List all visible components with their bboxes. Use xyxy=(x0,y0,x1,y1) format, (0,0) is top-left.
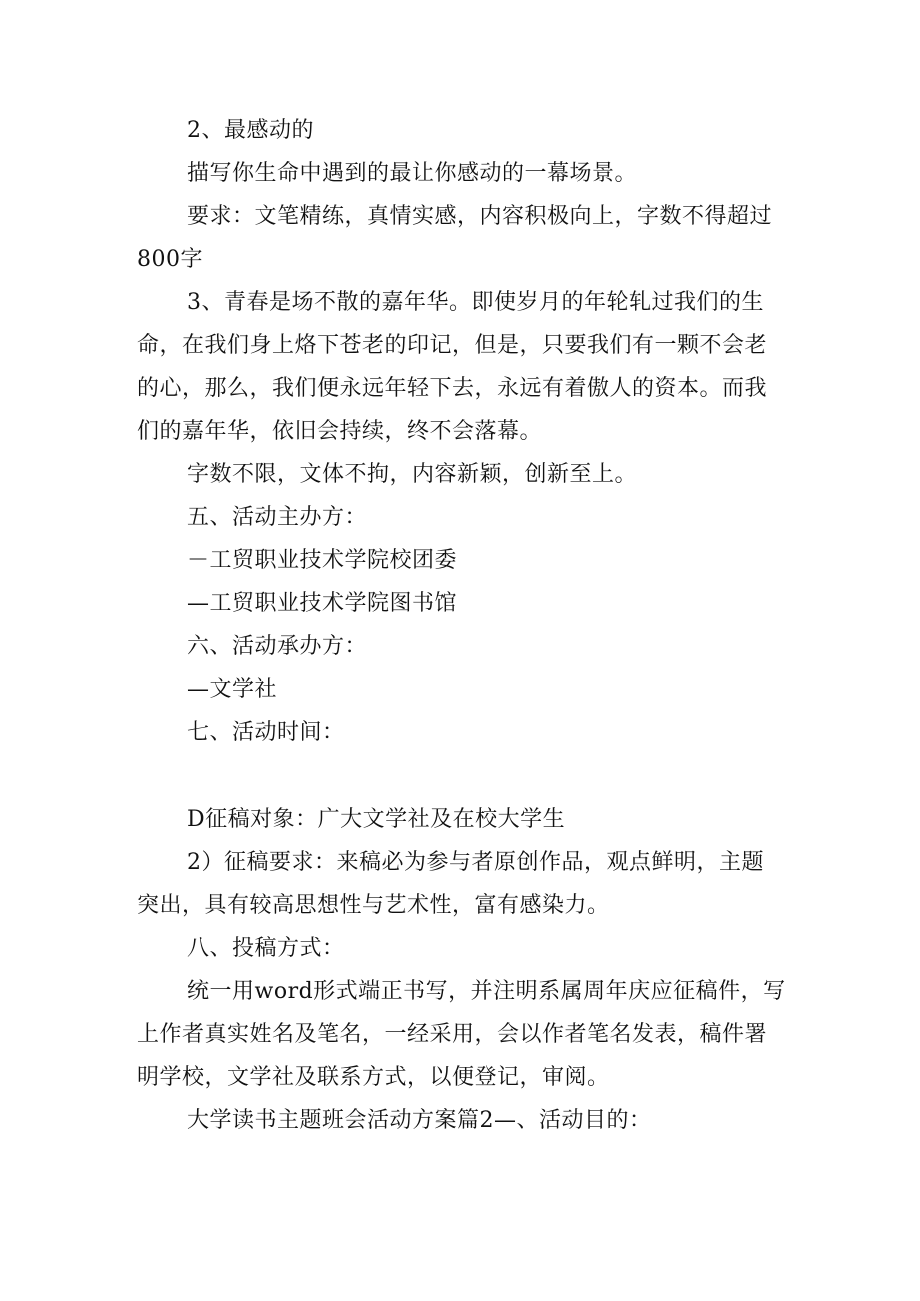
organizer-item: －工贸职业技术学院校团委 xyxy=(187,548,458,573)
paragraph-line: 们的嘉年华，依旧会持续，终不会落幕。 xyxy=(137,419,543,444)
paragraph-line: 上作者真实姓名及笔名，一经采用，会以作者笔名发表，稿件署 xyxy=(137,1022,768,1047)
paragraph-line: 2）征稿要求：来稿必为参与者原创作品，观点鲜明，主题 xyxy=(187,850,764,875)
paragraph-line: 的心，那么，我们便永远年轻下去，永远有着傲人的资本。而我 xyxy=(137,376,768,401)
section-heading-co-organizer: 六、活动承办方： xyxy=(187,634,368,659)
paragraph-line: 800字 xyxy=(137,247,203,272)
paragraph-line: 统一用word形式端正书写，并注明系属周年庆应征稿件，写 xyxy=(187,979,786,1004)
organizer-item: —工贸职业技术学院图书馆 xyxy=(187,591,458,616)
paragraph-line: 3、青春是场不散的嘉年华。即使岁月的年轮轧过我们的生 xyxy=(187,290,764,315)
paragraph-line: 命，在我们身上烙下苍老的印记，但是，只要我们有一颗不会老 xyxy=(137,333,768,358)
paragraph-line: 字数不限，文体不拘，内容新颖，创新至上。 xyxy=(187,462,638,487)
section-heading-activity-time: 七、活动时间： xyxy=(187,720,345,745)
paragraph-line: 描写你生命中遇到的最让你感动的一幕场景。 xyxy=(187,161,638,186)
paragraph-line: D征稿对象：广大文学社及在校大学生 xyxy=(187,807,566,832)
section-heading-most-moving: 2、最感动的 xyxy=(187,118,314,143)
paragraph-line: 突出，具有较高思想性与艺术性，富有感染力。 xyxy=(137,893,610,918)
section-heading-submission: 八、投稿方式： xyxy=(187,936,345,961)
co-organizer-item: —文学社 xyxy=(187,677,278,702)
paragraph-line: 要求：文笔精练，真情实感，内容积极向上，字数不得超过 xyxy=(187,204,773,229)
paragraph-line: 大学读书主题班会活动方案篇2—、活动目的： xyxy=(187,1108,652,1133)
paragraph-line: 明学校，文学社及联系方式，以便登记，审阅。 xyxy=(137,1065,610,1090)
section-heading-organizer: 五、活动主办方： xyxy=(187,505,368,530)
